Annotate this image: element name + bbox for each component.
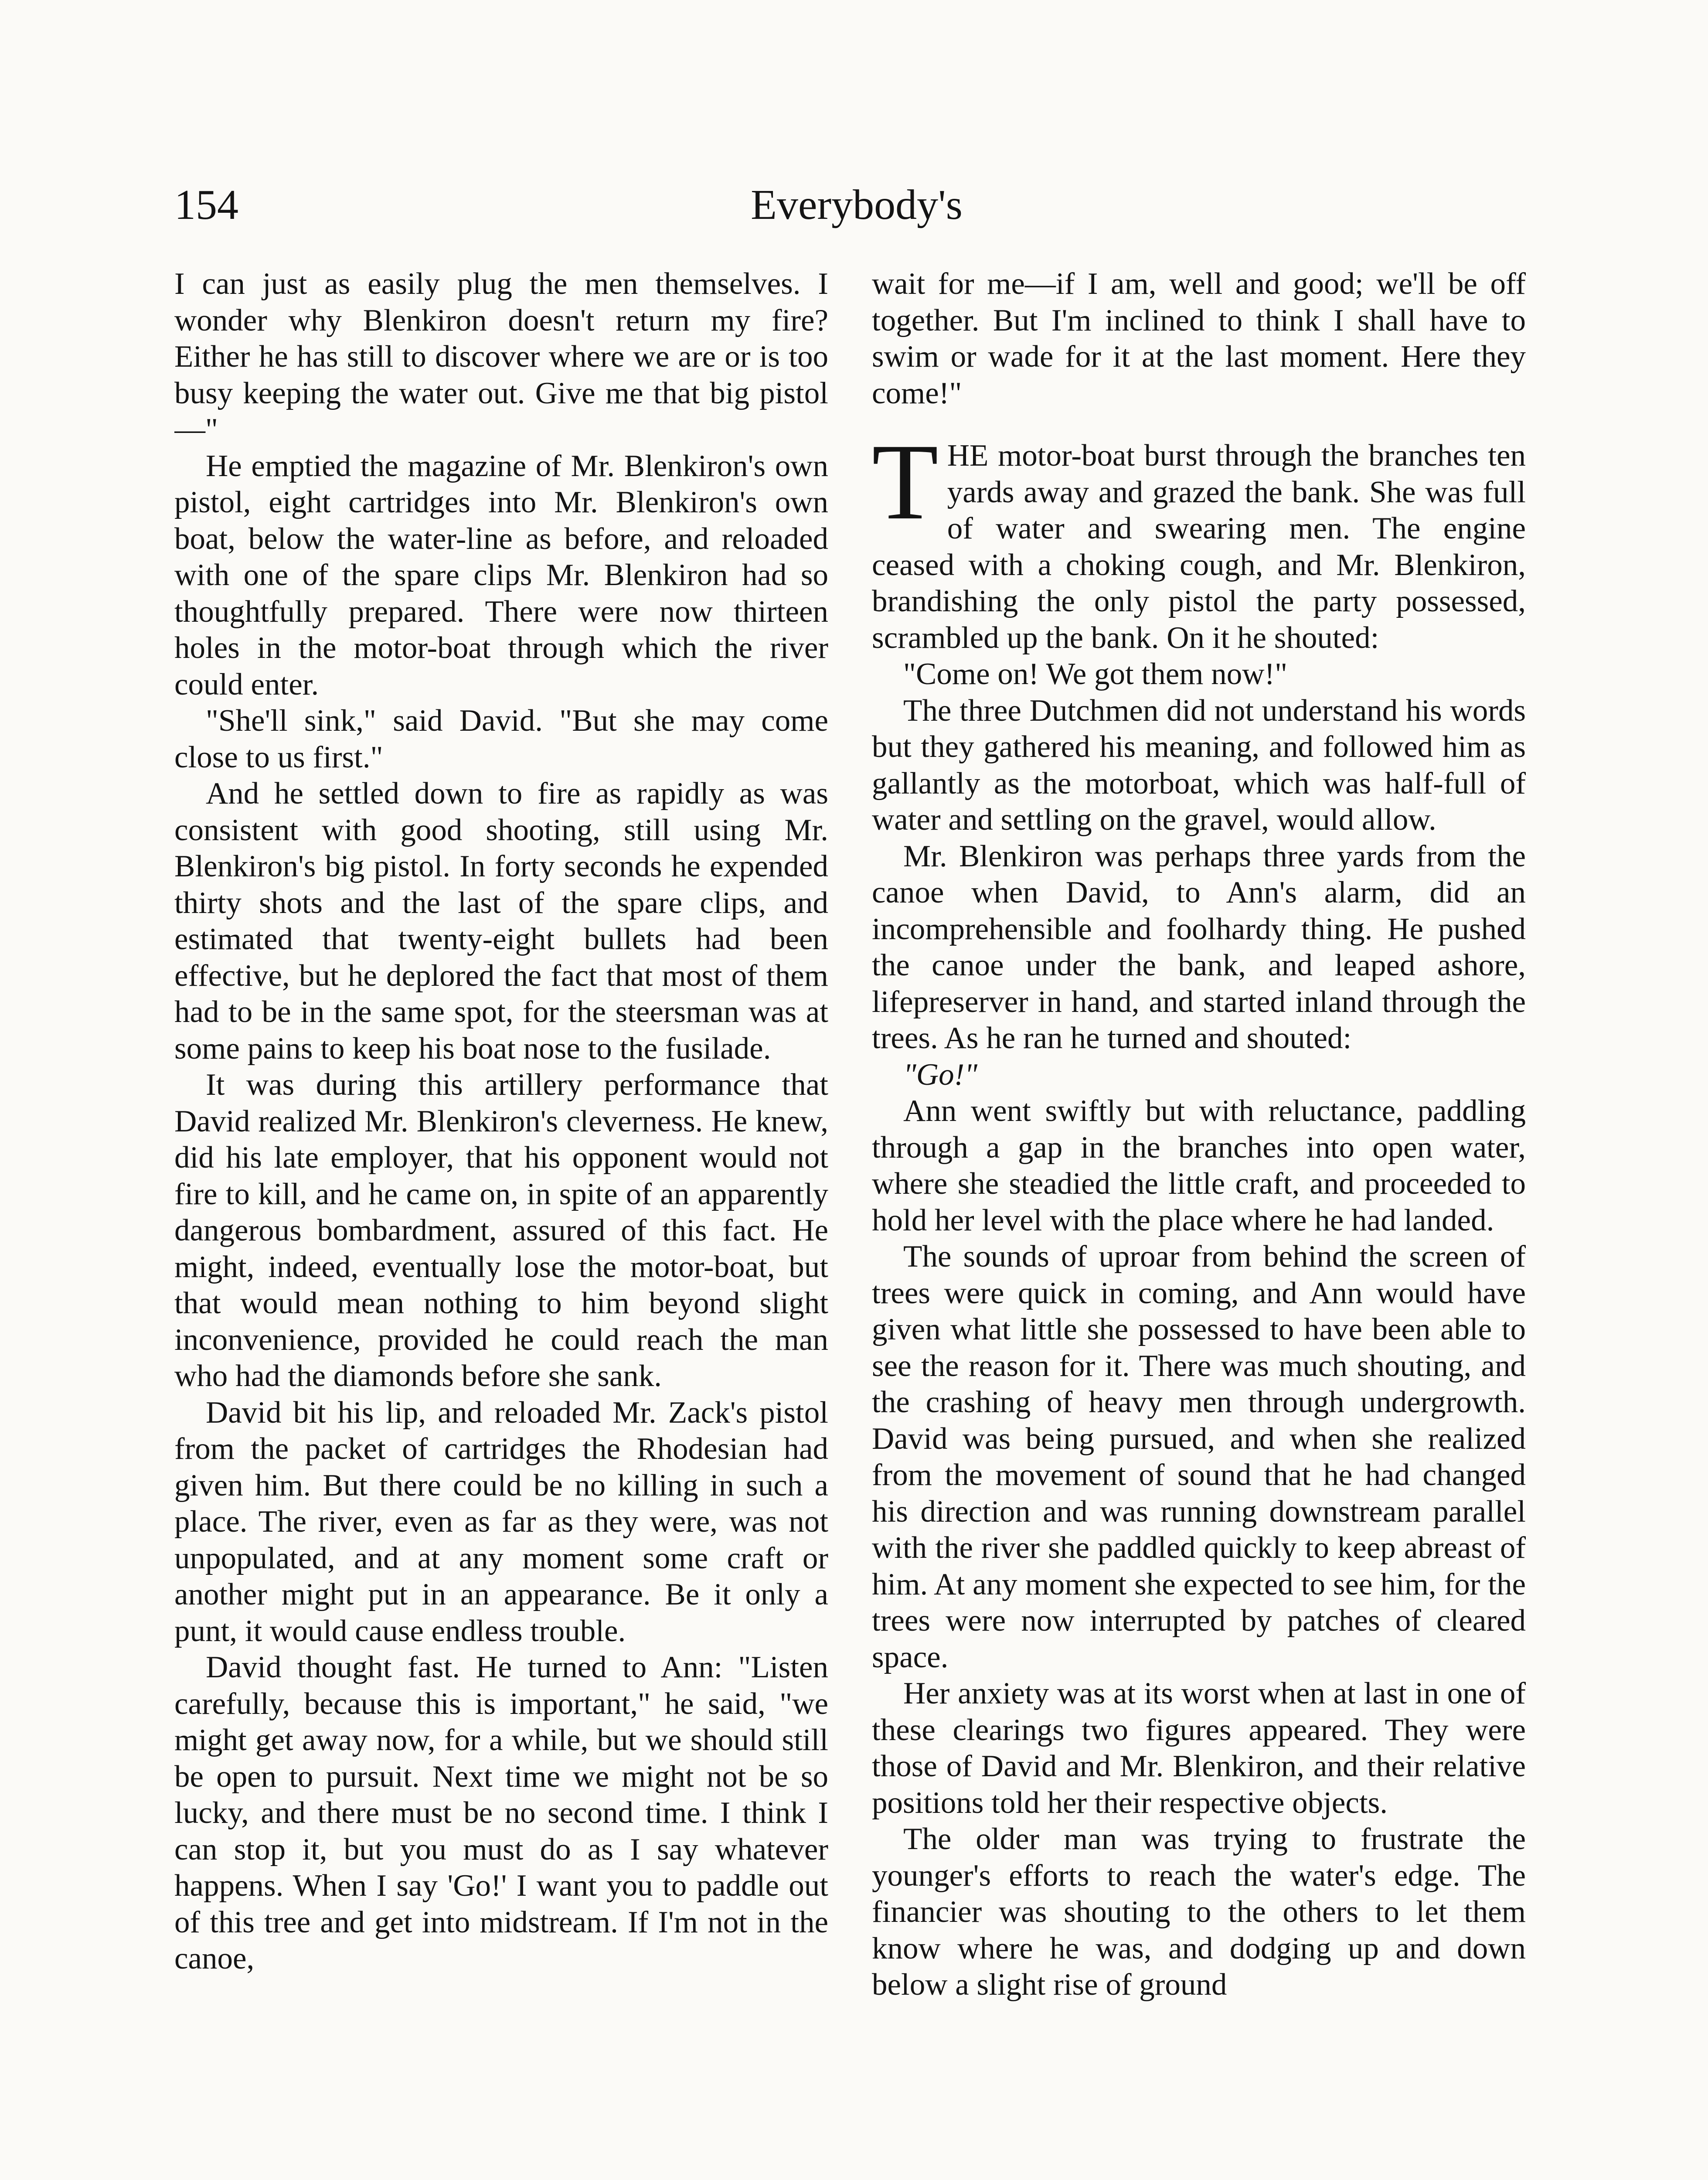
paragraph: The older man was trying to frustrate the younger's efforts to reach the water's edge. The financier was shouting to the others to let them know where he was, and dodging up and down below a slight rise of ground (872, 1822, 1526, 2002)
paragraph: David bit his lip, and reloaded Mr. Zack's pistol from the packet of cartridges the Rhodesian had given him. But there could be no killing in such a place. The river, even as far as they were, was not unpopulated, and at any moment some craft or another might put in an appearance. Be it only a punt, it would cause endless trouble. (174, 1395, 828, 1648)
drop-cap-continuation: HE (947, 439, 989, 473)
paragraph (872, 1057, 1526, 1093)
drop-cap: T (872, 422, 939, 542)
paragraph: The three Dutchmen did not understand his words but they gathered his meaning, and followed him as gallantly as the motorboat, which was half-full of water and settling on the gravel, would allow. (872, 693, 1526, 837)
right-column (872, 266, 1526, 2180)
paragraph: He emptied the magazine of Mr. Blenkiron's own pistol, eight cartridges into Mr. Blenkiron's own boat, below the water-line as before, and reloaded with one of the spare clips Mr. Blenkiron had so thoughtfully prepared. There were now thirteen holes in the motor-boat through which the river could enter. (174, 449, 828, 702)
paragraph: Her anxiety was at its worst when at last in one of these clearings two figures appeared. They were those of David and Mr. Blenkiron, and their relative positions told her their respective objects. (872, 1676, 1526, 1820)
page-number: 154 (174, 181, 238, 228)
paragraph: "She'll sink," said David. "But she may come close to us first." (174, 704, 828, 774)
paragraph: Mr. Blenkiron was perhaps three yards from the canoe when David, to Ann's alarm, did an incomprehensible and foolhardy thing. He pushed the canoe under the bank, and leaped ashore, lifepreserver in hand, and started inland through the trees. As he ran he turned and shouted: (872, 839, 1526, 1055)
go-shout: "Go!" (903, 1057, 978, 1092)
paragraph-text: motor-boat burst through the branches ten yards away and grazed the bank. She was full of water and swearing men. The engine ceased with a choking cough, and Mr. Blenkiron, brandishing the only pistol the party possessed, scrambled up the bank. On it he shouted: (872, 439, 1526, 655)
paragraph: wait for me—if I am, well and good; we'll be off together. But I'm inclined to think I shall have to swim or wade for it at the last moment. Here they come!" (872, 267, 1526, 410)
page-header (174, 177, 1539, 233)
left-column (174, 266, 828, 2180)
paragraph: The sounds of uproar from behind the screen of trees were quick in coming, and Ann would have given what little she possessed to have been able to see the reason for it. There was much shouting, and the crashing of heavy men through undergrowth. David was being pursued, and when she realized from the movement of sound that he had changed his direction and was running downstream parallel with the river she paddled quickly to keep abreast of him. At any moment she expected to see him, for the trees were now interrupted by patches of cleared space. (872, 1240, 1526, 1674)
paragraph: And he settled down to fire as rapidly as was consistent with good shooting, still using Mr. Blenkiron's big pistol. In forty seconds he expended thirty shots and the last of the spare clips, and estimated that twenty-eight bullets had been effective, but he deplored the fact that most of them had to be in the same spot, for the steersman was at some pains to keep his boat nose to the fusilade. (174, 777, 828, 1066)
paragraph: It was during this artillery performance that David realized Mr. Blenkiron's cleverness. He knew, did his late employer, that his opponent would not fire to kill, and he came on, in spite of an apparently dangerous bombardment, assured of this fact. He might, indeed, eventually lose the motor-boat, but that would mean nothing to him beyond slight inconvenience, provided he could reach the man who had the diamonds before she sank. (174, 1068, 828, 1393)
running-title: Everybody's (751, 181, 963, 228)
paragraph: Ann went swiftly but with reluctance, paddling through a gap in the branches into open water, where she steadied the little craft, and proceeded to hold her level with the place where he had landed. (872, 1094, 1526, 1237)
section-opening-paragraph (872, 422, 1526, 656)
paragraph: David thought fast. He turned to Ann: "Listen carefully, because this is important," he said, "we might get away now, for a while, but we should still be open to pursuit. Next time we might not be so lucky, and there must be no second time. I think I can stop it, but you must do as I say whatever happens. When I say 'Go!' I want you to paddle out of this tree and get into midstream. If I'm not in the canoe, (174, 1650, 828, 1976)
paragraph: "Come on! We got them now!" (903, 657, 1288, 691)
paragraph: I can just as easily plug the men themselves. I wonder why Blenkiron doesn't return my fire? Either he has still to discover where we are or is too busy keeping the water out. Give me that big pistol—" (174, 267, 828, 446)
